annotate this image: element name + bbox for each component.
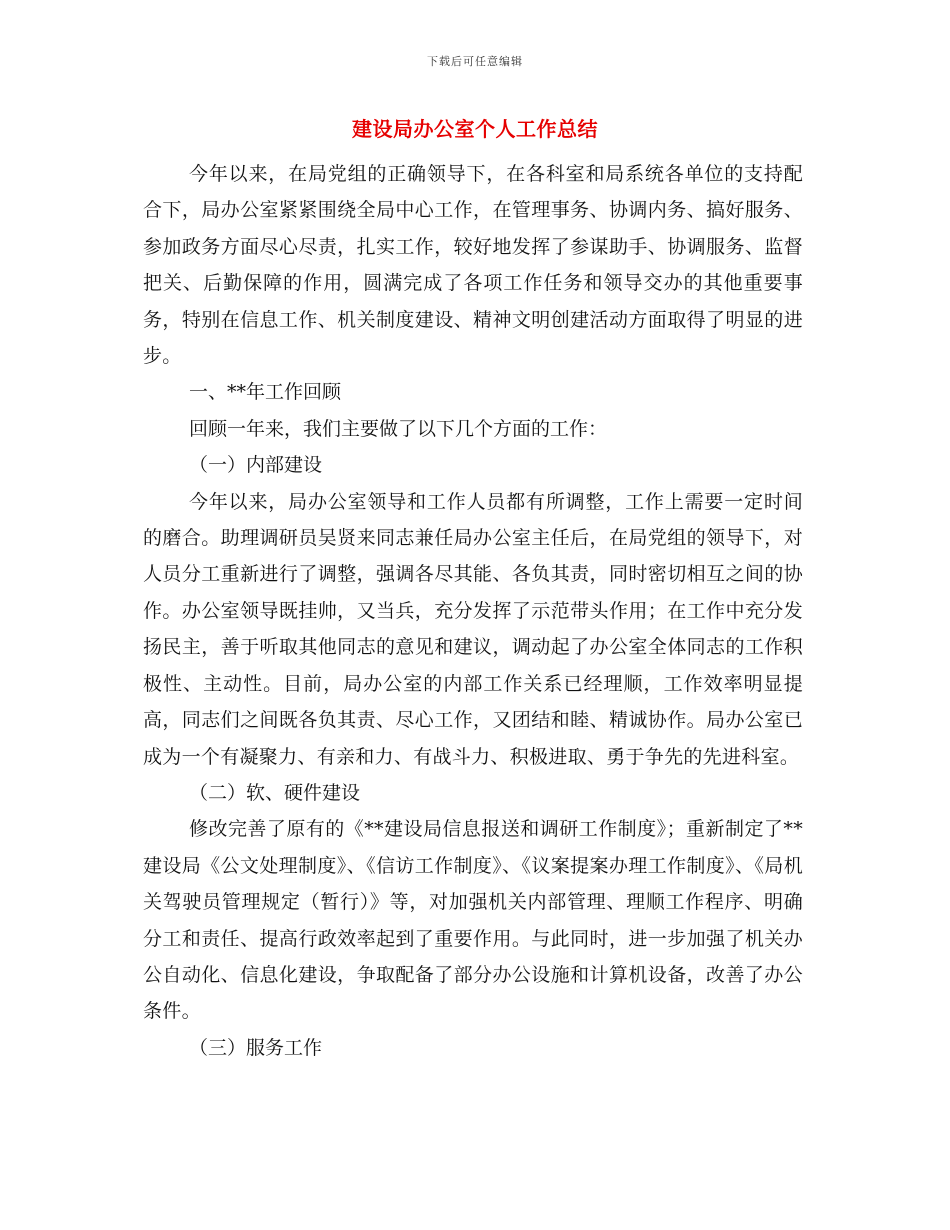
subsection-heading-service: （三）服务工作 bbox=[189, 1036, 323, 1059]
document-title: 建设局办公室个人工作总结 bbox=[352, 117, 598, 141]
section-heading-review: 一、**年工作回顾 bbox=[189, 381, 342, 404]
internal-construction-paragraph: 今年以来，局办公室领导和工作人员都有所调整，工作上需要一定时间的磨合。助理调研员吴贤来同志兼任局办公室主任后，在局党组的领导下，对人员分工重新进行了调整，强调各尽其能、各负其责，同时密切相互之间的协作。办公室领导既挂帅，又当兵，充分发挥了示范带头作用；在工作中充分发扬民主，善于听取其他同志的意见和建议，调动起了办公室全体同志的工作积极性、主动性。目前，局办公室的内部工作关系已经理顺，工作效率明显提高，同志们之间既各负其责、尽心工作，又团结和睦、精诚协作。局办公室已成为一个有凝聚力、有亲和力、有战斗力、积极进取、勇于争先的先进科室。 bbox=[143, 490, 803, 768]
intro-paragraph: 今年以来，在局党组的正确领导下，在各科室和局系统各单位的支持配合下，局办公室紧紧围绕全局中心工作，在管理事务、协调内务、搞好服务、参加政务方面尽心尽责，扎实工作，较好地发挥了参谋助手、协调服务、监督把关、后勤保障的作用，圆满完成了各项工作任务和领导交办的其他重要事务，特别在信息工作、机关制度建设、精神文明创建活动方面取得了明显的进步。 bbox=[143, 163, 803, 368]
document-body bbox=[143, 156, 803, 1066]
subsection-heading-software-hardware: （二）软、硬件建设 bbox=[189, 781, 361, 804]
subsection-heading-internal: （一）内部建设 bbox=[189, 454, 323, 477]
review-intro-paragraph: 回顾一年来，我们主要做了以下几个方面的工作： bbox=[189, 417, 608, 440]
header-note: 下载后可任意编辑 bbox=[427, 55, 523, 68]
software-hardware-paragraph: 修改完善了原有的《**建设局信息报送和调研工作制度》；重新制定了**建设局《公文处理制度》、《信访工作制度》、《议案提案办理工作制度》、《局机关驾驶员管理规定（暂行）》等，对加强机关内部管理、理顺工作程序、明确分工和责任、提高行政效率起到了重要作用。与此同时，进一步加强了机关办公自动化、信息化建设，争取配备了部分办公设施和计算机设备，改善了办公条件。 bbox=[143, 818, 803, 1023]
